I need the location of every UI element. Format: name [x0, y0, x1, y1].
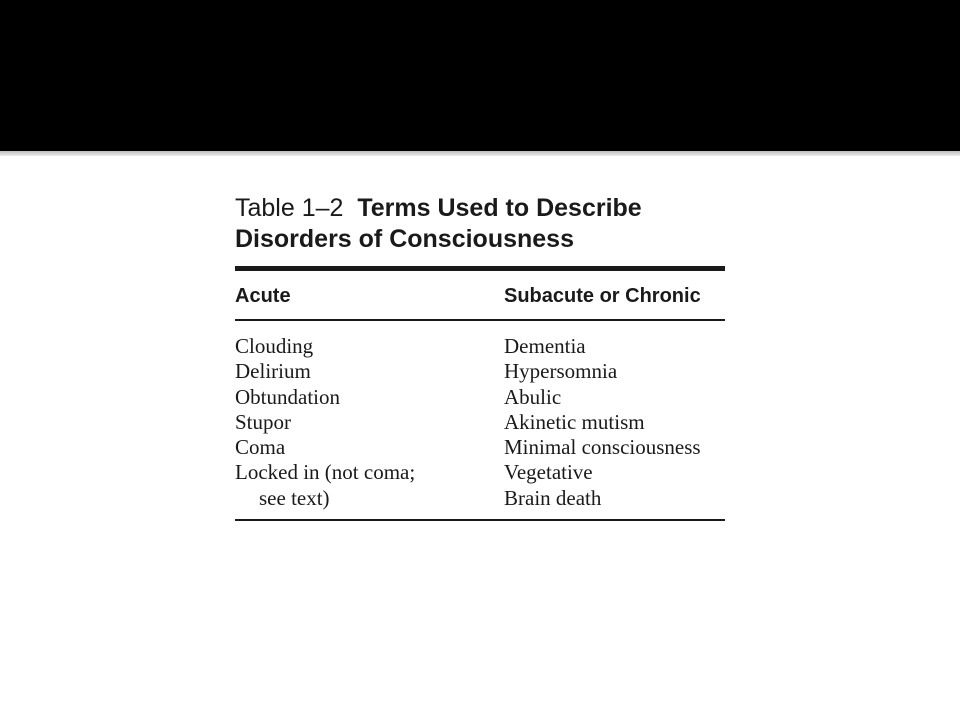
term-text: Brain death: [504, 485, 602, 510]
term-text: Locked in (not coma;: [235, 460, 416, 485]
term-text: Dementia: [504, 334, 586, 358]
term-text: Coma: [235, 435, 286, 460]
term-text: Obtundation: [235, 384, 340, 409]
acute-terms-list: [235, 334, 415, 511]
term-text: Hypersomnia: [504, 359, 618, 384]
column-header-chronic: Subacute or Chronic: [504, 285, 701, 307]
term-text: Delirium: [235, 359, 311, 384]
table-cell: [504, 359, 701, 384]
term-text: Minimal consciousness: [504, 435, 701, 460]
title-bar-divider: [0, 151, 960, 156]
term-text: Clouding: [235, 334, 314, 358]
term-continuation: see text): [259, 485, 330, 510]
table-cell: [235, 334, 415, 359]
term-text: Vegetative: [504, 460, 593, 485]
table-title-line-1: Terms Used to Describe: [357, 194, 642, 222]
table-cell: [235, 359, 415, 384]
table-cell: [504, 460, 701, 485]
table-caption: [235, 193, 725, 255]
table-cell: [504, 334, 701, 359]
table-title-line-2: Disorders of Consciousness: [235, 225, 574, 253]
column-header-acute: Acute: [235, 285, 291, 307]
table-cell: [235, 435, 415, 460]
chronic-terms-list: [504, 334, 701, 511]
term-text: Stupor: [235, 409, 292, 434]
table-cell: [504, 486, 701, 511]
table-figure: [235, 193, 725, 510]
table-cell: [235, 385, 415, 410]
term-text: Abulic: [504, 384, 562, 409]
table-cell: [504, 435, 701, 460]
table-bottom-rule: [235, 519, 725, 521]
table-cell: [504, 410, 701, 435]
table-label: Table 1–2: [235, 194, 344, 222]
table-cell: [235, 410, 415, 435]
table-top-rule: [235, 266, 725, 271]
slide-title-bar: [0, 0, 960, 151]
table-cell: [504, 385, 701, 410]
table-header-rule: [235, 319, 725, 321]
term-text: Akinetic mutism: [504, 409, 645, 434]
table-cell: [235, 460, 415, 511]
